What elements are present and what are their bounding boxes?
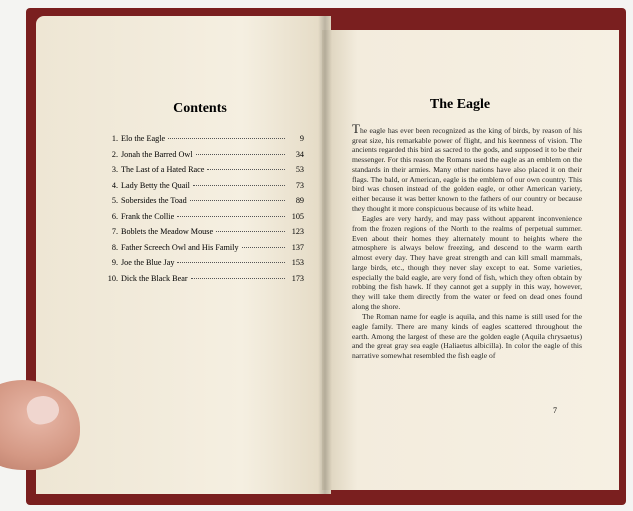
toc-entry-label: Jonah the Barred Owl (121, 149, 193, 159)
toc-entry (104, 274, 304, 290)
toc-entry-number: 6. (111, 211, 118, 221)
toc-entry-label: Father Screech Owl and His Family (121, 242, 239, 252)
toc-entry-label: Frank the Collie (121, 211, 175, 221)
toc-entry (104, 165, 304, 181)
toc-entry-number: 1. (111, 134, 118, 143)
toc-entry-page: 73 (295, 180, 304, 190)
toc-leader-dots (177, 262, 285, 263)
toc-entry (104, 227, 304, 243)
toc-entry-page: 53 (295, 165, 304, 174)
toc-entry-page: 89 (295, 196, 304, 205)
paragraph-2: Eagles are very hardy, and may pass without apparent inconvenience from the frozen regions of the North to the realms of perpetual summer. Even about their homes they alternately mount to heights where the atmosphere is always below freezing, and descend to the warm earth almost every day. They have great strength and can kill small mammals, large birds, etc., though they never slay except to eat. Some varieties, especially the bald eagle, are very fond of fish, which they often obtain by robbing the fish hawk. If they cannot get a supply in this way, however, they will take them directly from the water or feed on dead ones found along the shore. (352, 214, 582, 311)
toc-entry-label: Joe the Blue Jay (121, 258, 175, 267)
book-gutter (318, 16, 332, 494)
page-number: 7 (553, 406, 557, 415)
toc-entry-page: 105 (291, 211, 304, 221)
toc-entry-number: 10. (107, 273, 118, 283)
toc-entry-page: 9 (299, 134, 304, 143)
toc-leader-dots (207, 169, 285, 170)
drop-cap: T (352, 121, 360, 136)
toc-entry-page: 123 (291, 227, 304, 236)
toc-entry-number: 5. (111, 196, 118, 205)
toc-entry-label: Sobersides the Toad (121, 196, 187, 205)
toc-leader-dots (216, 231, 285, 232)
toc-entry-number: 2. (111, 149, 118, 159)
toc-leader-dots (168, 138, 285, 139)
toc-entry-page: 153 (291, 258, 304, 267)
toc-entry-label: Dick the Black Bear (121, 273, 188, 283)
table-of-contents (104, 134, 304, 289)
toc-entry (104, 134, 304, 150)
toc-entry-label: Boblets the Meadow Mouse (121, 227, 214, 236)
toc-entry (104, 150, 304, 166)
toc-leader-dots (242, 247, 285, 248)
contents-heading: Contents (173, 101, 227, 116)
toc-leader-dots (177, 216, 285, 217)
toc-leader-dots (193, 185, 285, 186)
toc-leader-dots (196, 154, 285, 155)
toc-entry (104, 181, 304, 197)
toc-entry-page: 137 (291, 242, 304, 252)
paragraph-1-text: he eagle has ever been recognized as the king of birds, by reason of his great size, his remarkable power of flight, and his keenness of vision. The ancients regarded this bird as sacred to the gods, and supposed it to be their messenger. For this reason the Romans used the eagle as an emblem on the standards in their armies. Many other nations have also placed it on their flags. The bald, or American, eagle is the emblem of our own country. This bird was chosen instead of the golden eagle, or other American variety, either because it was better known to the fathers of our country or because they thought it more conspicuous because of its white head. (352, 126, 582, 213)
toc-entry-page: 173 (291, 273, 304, 283)
toc-entry (104, 212, 304, 228)
toc-entry (104, 258, 304, 274)
chapter-body (352, 121, 582, 362)
toc-entry-number: 7. (111, 227, 118, 236)
paragraph-1 (352, 121, 582, 213)
toc-entry-label: Lady Betty the Quail (121, 180, 190, 190)
paragraph-3: The Roman name for eagle is aquila, and this name is still used for the eagle family. There are many kinds of eagles scattered throughout the earth. Among the largest of these are the golden eagle (Aquila chrysaetus) and the great gray sea eagle (Haliaetus albicilla). In color the eagle of this narrative somewhat resembled the fish eagle of (352, 312, 582, 361)
toc-leader-dots (190, 200, 285, 201)
toc-entry (104, 196, 304, 212)
toc-leader-dots (191, 278, 285, 279)
toc-entry-number: 9. (111, 258, 118, 267)
toc-entry-number: 4. (111, 180, 118, 190)
toc-entry-label: Elo the Eagle (121, 134, 166, 143)
toc-entry (104, 243, 304, 259)
toc-entry-number: 3. (111, 165, 118, 174)
toc-entry-number: 8. (111, 242, 118, 252)
chapter-title: The Eagle (429, 97, 491, 112)
toc-entry-page: 34 (295, 149, 304, 159)
toc-entry-label: The Last of a Hated Race (121, 165, 205, 174)
